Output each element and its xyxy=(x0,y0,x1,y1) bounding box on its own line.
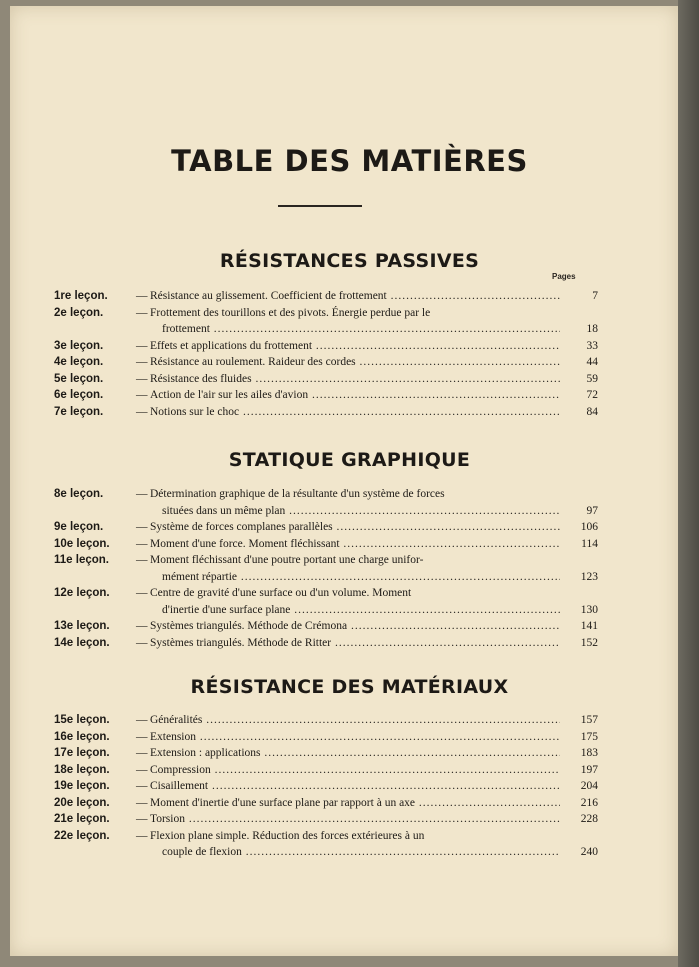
lesson-number: 7e leçon. xyxy=(54,405,104,418)
entry-dash: — xyxy=(136,796,148,809)
entry-title: Résistance des fluides ..... xyxy=(150,371,560,388)
toc-entry xyxy=(0,486,699,519)
lesson-number: 11e leçon. xyxy=(54,554,109,566)
entry-title: Systèmes triangulés. Méthode de Crémona ..... xyxy=(150,618,560,635)
entry-dash: — xyxy=(136,763,148,776)
lesson-number: 21e leçon. xyxy=(54,813,110,825)
entry-dash: — xyxy=(136,747,148,759)
entry-dash: — xyxy=(136,636,148,649)
title-rule xyxy=(278,205,362,207)
pages-column-label: Pages xyxy=(552,272,576,281)
page-number: 228 xyxy=(580,813,598,825)
toc-entry xyxy=(0,762,699,779)
lesson-number: 20e leçon. xyxy=(54,796,110,809)
entry-dash: — xyxy=(136,620,148,632)
lesson-number: 22e leçon. xyxy=(54,829,110,842)
page-number: 141 xyxy=(580,620,598,632)
page-number: 183 xyxy=(580,747,598,759)
page-number: 72 xyxy=(586,389,598,401)
entry-title: Cisaillement ..... xyxy=(150,778,560,795)
entry-title: Effets et applications du frottement ..... xyxy=(150,338,560,355)
entry-dash: — xyxy=(136,356,148,368)
entry-dash: — xyxy=(136,290,148,302)
page-number: 44 xyxy=(586,356,598,368)
entry-dash: — xyxy=(136,339,148,352)
entry-title-continuation: couple de flexion ..... xyxy=(162,844,560,861)
toc-entry xyxy=(0,618,699,635)
entry-title: Notions sur le choc ..... xyxy=(150,404,560,421)
section-entries xyxy=(0,712,699,861)
lesson-number: 1re leçon. xyxy=(54,290,108,302)
entry-title: Flexion plane simple. Réduction des forces extérieures à un xyxy=(150,829,425,842)
entry-title: Généralités ..... xyxy=(150,712,560,729)
toc-entry xyxy=(0,288,699,305)
page-number: 197 xyxy=(580,763,598,776)
entry-title-continuation: mément répartie ..... xyxy=(162,569,560,586)
page-number: 130 xyxy=(580,603,598,616)
page-title: TABLE DES MATIÈRES xyxy=(171,144,528,178)
entry-dash: — xyxy=(136,488,148,500)
toc-entry xyxy=(0,635,699,652)
toc-entry xyxy=(0,305,699,338)
page-number: 240 xyxy=(580,846,598,858)
entry-dash: — xyxy=(136,554,148,566)
toc-entry xyxy=(0,729,699,746)
lesson-number: 6e leçon. xyxy=(54,389,104,401)
lesson-number: 3e leçon. xyxy=(54,339,104,352)
toc-entry xyxy=(0,778,699,795)
entry-dash: — xyxy=(136,521,148,533)
page-number: 33 xyxy=(586,339,598,352)
toc-entry xyxy=(0,552,699,585)
lesson-number: 16e leçon. xyxy=(54,730,110,743)
entry-title: Détermination graphique de la résultante d'un système de forces xyxy=(150,488,445,500)
section-heading-statique-graphique: STATIQUE GRAPHIQUE xyxy=(228,449,471,471)
page-number: 216 xyxy=(580,796,598,809)
section-entries xyxy=(0,486,699,651)
toc-entry xyxy=(0,811,699,828)
toc-entry xyxy=(0,712,699,729)
entry-title: Moment d'inertie d'une surface plane par rapport à un axe ..... xyxy=(150,795,560,812)
toc-entry xyxy=(0,354,699,371)
lesson-number: 2e leçon. xyxy=(54,306,104,319)
entry-title: Extension : applications ..... xyxy=(150,745,560,762)
page-number: 123 xyxy=(580,570,598,583)
page-number: 204 xyxy=(580,780,598,792)
toc-entry xyxy=(0,387,699,404)
entry-title: Centre de gravité d'une surface ou d'un volume. Moment xyxy=(150,587,412,599)
lesson-number: 19e leçon. xyxy=(54,780,110,792)
lesson-number: 5e leçon. xyxy=(54,372,104,385)
entry-dash: — xyxy=(136,714,148,726)
entry-dash: — xyxy=(136,306,148,319)
entry-dash: — xyxy=(136,389,148,401)
page-number: 152 xyxy=(580,636,598,649)
entry-dash: — xyxy=(136,730,148,743)
toc-entry xyxy=(0,338,699,355)
entry-title: Frottement des tourillons et des pivots. Énergie perdue par le xyxy=(150,306,431,319)
lesson-number: 17e leçon. xyxy=(54,747,110,759)
lesson-number: 15e leçon. xyxy=(54,714,110,726)
entry-dash: — xyxy=(136,780,148,792)
entry-title-continuation: d'inertie d'une surface plane ..... xyxy=(162,602,560,619)
entry-title: Résistance au glissement. Coefficient de frottement ..... xyxy=(150,288,560,305)
page-number: 97 xyxy=(586,504,598,517)
page-number: 175 xyxy=(580,730,598,743)
toc-entry xyxy=(0,828,699,861)
toc-entry xyxy=(0,585,699,618)
entry-dash: — xyxy=(136,829,148,842)
page-number: 157 xyxy=(580,714,598,726)
page-number: 18 xyxy=(586,323,598,335)
entry-title: Système de forces complanes parallèles ..... xyxy=(150,519,560,536)
entry-dash: — xyxy=(136,405,148,418)
entry-dash: — xyxy=(136,813,148,825)
lesson-number: 4e leçon. xyxy=(54,356,104,368)
entry-title: Systèmes triangulés. Méthode de Ritter ..... xyxy=(150,635,560,652)
page-number: 84 xyxy=(586,405,598,418)
entry-dash: — xyxy=(136,372,148,385)
toc-entry xyxy=(0,371,699,388)
section-heading-resistances-passives: RÉSISTANCES PASSIVES xyxy=(219,250,480,272)
section-entries xyxy=(0,288,699,420)
section-heading-resistance-des-materiaux: RÉSISTANCE DES MATÉRIAUX xyxy=(190,676,509,698)
lesson-number: 10e leçon. xyxy=(54,537,110,550)
toc-entry xyxy=(0,745,699,762)
lesson-number: 12e leçon. xyxy=(54,587,110,599)
toc-entry xyxy=(0,536,699,553)
entry-title: Action de l'air sur les ailes d'avion ..... xyxy=(150,387,560,404)
toc-entry xyxy=(0,795,699,812)
entry-title: Torsion ..... xyxy=(150,811,560,828)
toc-entry xyxy=(0,519,699,536)
entry-title: Résistance au roulement. Raideur des cordes ..... xyxy=(150,354,560,371)
lesson-number: 18e leçon. xyxy=(54,763,110,776)
entry-title: Extension ..... xyxy=(150,729,560,746)
toc-entry xyxy=(0,404,699,421)
page-number: 114 xyxy=(581,537,598,550)
entry-title: Compression ..... xyxy=(150,762,560,779)
page-number: 7 xyxy=(592,290,598,302)
entry-dash: — xyxy=(136,587,148,599)
entry-title-continuation: frottement ..... xyxy=(162,321,560,338)
entry-title: Moment d'une force. Moment fléchissant ..... xyxy=(150,536,560,553)
page-number: 59 xyxy=(586,372,598,385)
lesson-number: 8e leçon. xyxy=(54,488,104,500)
entry-dash: — xyxy=(136,537,148,550)
lesson-number: 14e leçon. xyxy=(54,636,110,649)
entry-title-continuation: situées dans un même plan ..... xyxy=(162,503,560,520)
page-number: 106 xyxy=(580,521,598,533)
lesson-number: 9e leçon. xyxy=(54,521,104,533)
entry-title: Moment fléchissant d'une poutre portant une charge unifor- xyxy=(150,554,424,566)
lesson-number: 13e leçon. xyxy=(54,620,110,632)
